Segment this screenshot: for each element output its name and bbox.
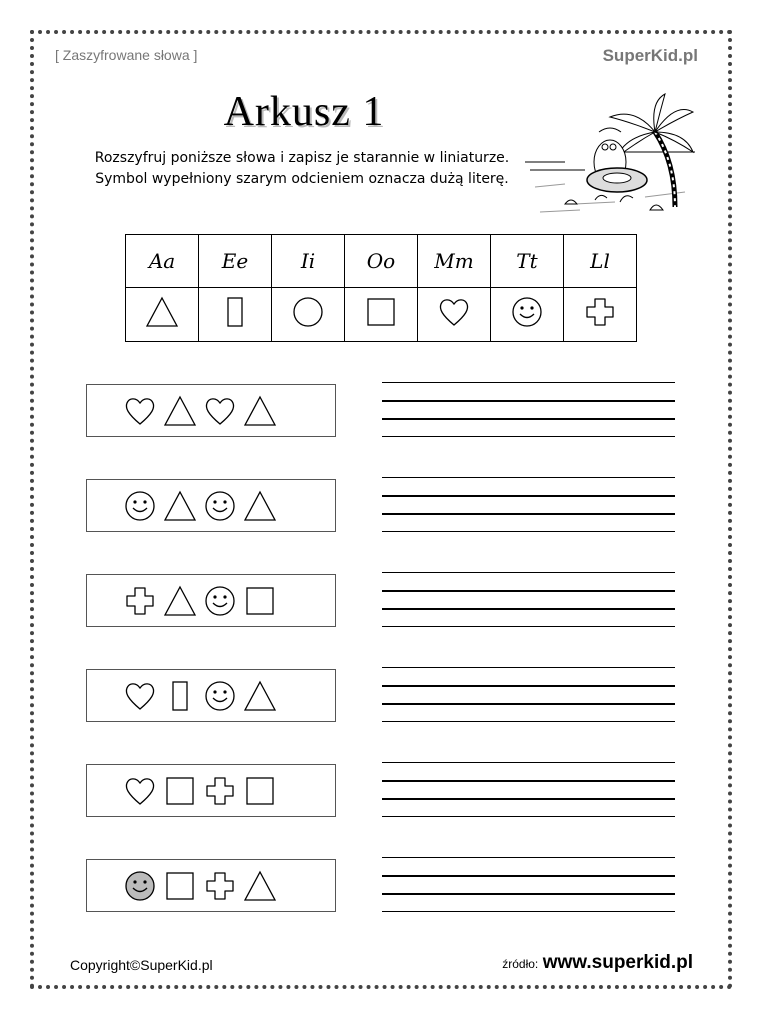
writing-line xyxy=(382,875,675,877)
encoded-word-box xyxy=(86,669,336,722)
writing-line xyxy=(382,798,675,800)
writing-lines[interactable] xyxy=(382,477,675,537)
key-letter-cell: Ee xyxy=(199,235,272,288)
writing-line xyxy=(382,911,675,912)
writing-line xyxy=(382,495,675,497)
writing-line xyxy=(382,436,675,437)
encoded-word-box xyxy=(86,479,336,532)
square-icon xyxy=(364,295,398,329)
smiley-icon xyxy=(123,489,157,523)
key-letter-cell: Aa xyxy=(126,235,199,288)
key-shape-cell xyxy=(345,288,418,342)
writing-line xyxy=(382,893,675,895)
triangle-icon xyxy=(243,869,277,903)
heart-icon xyxy=(123,679,157,713)
triangle-icon xyxy=(163,394,197,428)
square-icon xyxy=(243,774,277,808)
encoded-word-box xyxy=(86,859,336,912)
writing-lines[interactable] xyxy=(382,762,675,822)
key-shapes-row xyxy=(126,288,637,342)
writing-line xyxy=(382,590,675,592)
heart-icon xyxy=(123,774,157,808)
encoded-word-box xyxy=(86,574,336,627)
source-url[interactable]: www.superkid.pl xyxy=(542,952,693,973)
instruction-line-2: Symbol wypełniony szarym odcieniem oznacza dużą literę. xyxy=(95,171,509,187)
instruction-line-1: Rozszyfruj poniższe słowa i zapisz je starannie w liniaturze. xyxy=(94,150,510,166)
writing-line xyxy=(382,816,675,817)
writing-line xyxy=(382,857,675,858)
key-letter-cell: Oo xyxy=(345,235,418,288)
writing-line xyxy=(382,531,675,532)
writing-line xyxy=(382,685,675,687)
triangle-icon xyxy=(243,394,277,428)
smiley-icon xyxy=(203,489,237,523)
brand-label: SuperKid.pl xyxy=(602,46,698,65)
key-letter-cell: Ii xyxy=(272,235,345,288)
square-icon xyxy=(163,869,197,903)
key-shape-cell xyxy=(564,288,637,342)
rectangle-icon xyxy=(163,679,197,713)
smiley-icon xyxy=(510,295,544,329)
triangle-icon xyxy=(163,584,197,618)
heart-icon xyxy=(437,295,471,329)
writing-lines[interactable] xyxy=(382,572,675,632)
key-shape-cell xyxy=(126,288,199,342)
writing-line xyxy=(382,721,675,722)
key-letters-row xyxy=(126,235,637,288)
rectangle-icon xyxy=(218,295,252,329)
circle-icon xyxy=(291,295,325,329)
key-shape-cell xyxy=(418,288,491,342)
key-shape-cell xyxy=(491,288,564,342)
cipher-key-table xyxy=(125,234,637,342)
writing-line xyxy=(382,608,675,610)
writing-line xyxy=(382,418,675,420)
cross-icon xyxy=(583,295,617,329)
writing-lines[interactable] xyxy=(382,382,675,442)
cross-icon xyxy=(123,584,157,618)
triangle-icon xyxy=(243,679,277,713)
triangle-icon xyxy=(145,295,179,329)
beach-mole-illustration-icon xyxy=(525,92,695,222)
writing-line xyxy=(382,513,675,515)
writing-line xyxy=(382,626,675,627)
writing-line xyxy=(382,572,675,573)
triangle-icon xyxy=(163,489,197,523)
smiley-icon xyxy=(203,584,237,618)
smiley-icon-filled xyxy=(123,869,157,903)
cross-icon xyxy=(203,869,237,903)
writing-line xyxy=(382,667,675,668)
key-shape-cell xyxy=(272,288,345,342)
writing-lines[interactable] xyxy=(382,857,675,917)
key-letter-cell: Ll xyxy=(564,235,637,288)
writing-line xyxy=(382,382,675,383)
heart-icon xyxy=(123,394,157,428)
writing-line xyxy=(382,780,675,782)
writing-line xyxy=(382,477,675,478)
triangle-icon xyxy=(243,489,277,523)
heart-icon xyxy=(203,394,237,428)
writing-line xyxy=(382,762,675,763)
cross-icon xyxy=(203,774,237,808)
key-shape-cell xyxy=(199,288,272,342)
square-icon xyxy=(163,774,197,808)
smiley-icon xyxy=(203,679,237,713)
copyright-text: Copyright©SuperKid.pl xyxy=(70,957,213,973)
source-label: źródło: xyxy=(502,957,539,971)
source-credit xyxy=(502,952,693,974)
page-title: Arkusz 1 xyxy=(223,89,385,135)
key-letter-cell: Tt xyxy=(491,235,564,288)
writing-line xyxy=(382,400,675,402)
square-icon xyxy=(243,584,277,618)
writing-lines[interactable] xyxy=(382,667,675,727)
worksheet-category: [ Zaszyfrowane słowa ] xyxy=(55,47,198,63)
encoded-word-box xyxy=(86,764,336,817)
writing-line xyxy=(382,703,675,705)
key-letter-cell: Mm xyxy=(418,235,491,288)
encoded-word-box xyxy=(86,384,336,437)
